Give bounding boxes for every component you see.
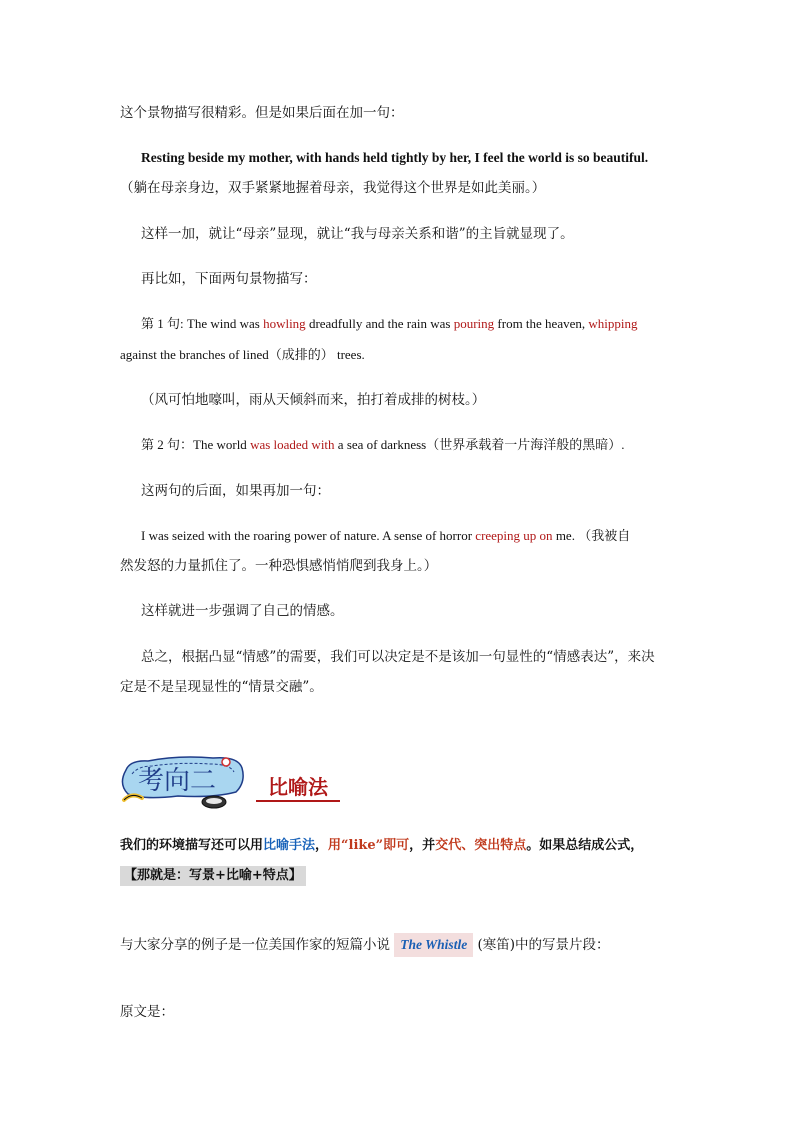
- paragraph-example: [120, 933, 610, 957]
- paragraph-summary-line1: 总之，根据凸显“情感”的需要，我们可以决定是不是该加一句显性的“情感表达”，来决: [141, 649, 655, 665]
- sentence-1-label: 第 1 句:: [141, 316, 184, 331]
- metaphor-text-g: 。如果总结成公式，: [526, 838, 644, 853]
- sentence-2-label: 第 2 句：: [141, 437, 194, 452]
- paragraph-explanation: 这样一加，就让“母亲”显现，就让“我与母亲关系和谐”的主旨就显现了。: [141, 226, 574, 242]
- sentence-1-text-a: The wind was: [183, 316, 264, 331]
- paragraph-metaphor: [120, 836, 643, 856]
- metaphor-text-e: ，并: [409, 838, 436, 853]
- formula-tag: 【那就是：写景+比喻+特点】: [120, 866, 306, 886]
- highlight-metaphor-method: 比喻手法: [263, 838, 316, 853]
- sentence-2-text-a: The world: [193, 437, 251, 452]
- book-title-the-whistle: The Whistle: [394, 933, 473, 957]
- sentence-2-text-b: a sea of darkness（世界承载着一片海洋般的黑暗）.: [334, 437, 625, 452]
- paragraph-add-sentence: 这两句的后面，如果再加一句：: [141, 483, 330, 499]
- sentence-3-text-a: I was seized with the roaring power of nature. A sense of horror: [141, 528, 476, 543]
- sentence-2: [141, 435, 624, 455]
- sentence-3: [141, 526, 630, 546]
- paragraph-summary-line2: 定是不是呈现显性的“情景交融”。: [120, 679, 323, 695]
- paragraph-emphasis: 这样就进一步强调了自己的情感。: [141, 603, 344, 619]
- sentence-1-translation: （风可怕地嚎叫，雨从天倾斜而来，拍打着成排的树枝。）: [141, 392, 486, 408]
- metaphor-text-c: ，: [315, 838, 329, 853]
- paragraph-intro: 这个景物描写很精彩。但是如果后面在加一句：: [120, 105, 404, 121]
- sentence-1-line2: against the branches of lined（成排的） trees.: [120, 347, 365, 362]
- metaphor-text-a: 我们的环境描写还可以用: [120, 838, 264, 853]
- paragraph-transition: 再比如，下面两句景物描写：: [141, 271, 317, 287]
- banner-text: 考向二: [138, 766, 217, 796]
- highlight-use-like: 用“like”即可: [328, 838, 410, 853]
- example-translation: （躺在母亲身边，双手紧紧地握着母亲，我觉得这个世界是如此美丽。）: [120, 180, 546, 196]
- highlight-pouring: pouring: [453, 316, 495, 331]
- highlight-howling: howling: [263, 316, 306, 331]
- sentence-3-text-b: me. （我被自: [552, 528, 631, 543]
- section-title: 比喻法: [256, 774, 340, 802]
- section-banner: [118, 752, 248, 814]
- example-text-b: (寒笛)中的写景片段：: [473, 937, 610, 953]
- sentence-1-text-b: dreadfully and the rain was: [305, 316, 454, 331]
- sentence-1: [141, 314, 638, 334]
- highlight-whipping: whipping: [588, 316, 638, 331]
- example-text-a: 与大家分享的例子是一位美国作家的短篇小说: [120, 937, 395, 953]
- paragraph-original: 原文是：: [120, 1004, 174, 1020]
- highlight-creeping-up-on: creeping up on: [475, 528, 553, 543]
- highlight-loaded-with: was loaded with: [250, 437, 335, 452]
- sentence-3-line2: 然发怒的力量抓住了。一种恐惧感悄悄爬到我身上。）: [120, 558, 438, 574]
- example-sentence-en: Resting beside my mother, with hands held tightly by her, I feel the world is so beautiful.: [141, 150, 649, 165]
- sentence-1-text-c: from the heaven,: [494, 316, 589, 331]
- highlight-features: 交代、突出特点: [435, 838, 527, 853]
